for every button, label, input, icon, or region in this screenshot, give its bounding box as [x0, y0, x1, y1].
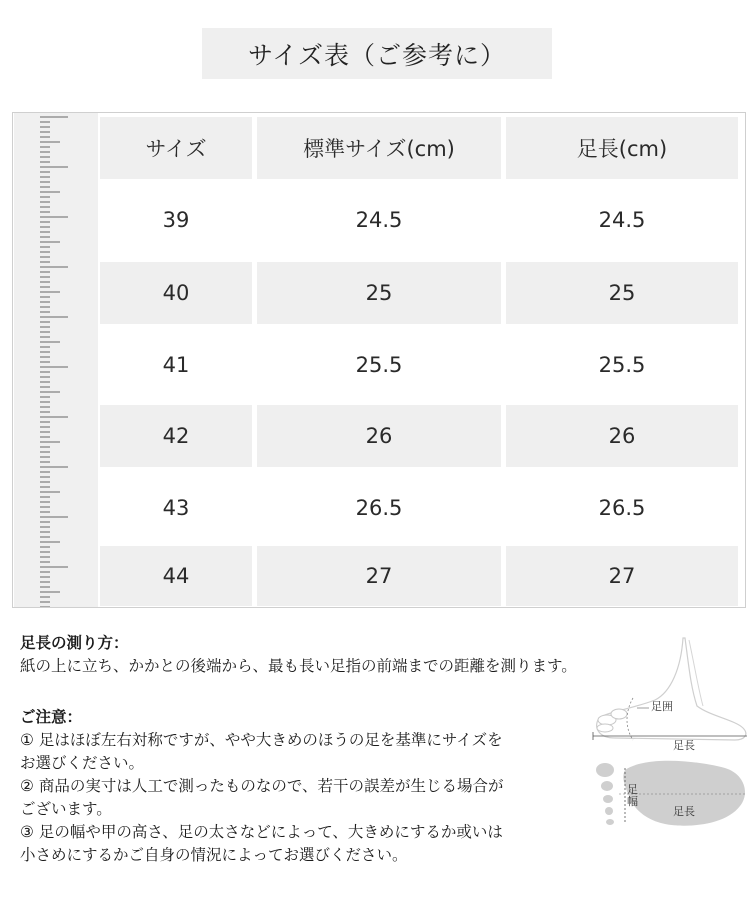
ruler-ticks: [14, 113, 98, 607]
label-width: 足幅: [627, 783, 638, 808]
label-length-sole: 足長: [673, 805, 695, 818]
table-cell: 27: [506, 546, 738, 606]
table-cell: 27: [257, 546, 501, 606]
measure-heading: 足長の測り方：: [20, 634, 129, 652]
table-cell: 26.5: [355, 496, 403, 520]
table-cell: 25.5: [355, 353, 403, 377]
table-cell: 25: [257, 262, 501, 324]
header-size: サイズ: [100, 117, 252, 179]
table-cell: 42: [100, 405, 252, 467]
note-line: ③ 足の幅や甲の高さ、足の太さなどによって、大きめにするか或いは: [20, 823, 503, 841]
notes-heading: ご注意：: [20, 708, 83, 726]
table-cell: 24.5: [598, 208, 646, 232]
header-foot-length: 足長(cm): [506, 117, 738, 179]
table-cell: 41: [162, 353, 190, 377]
note-line: 小さめにするかご自身の情況によってお選びください。: [20, 846, 408, 864]
measure-text: 紙の上に立ち、かかとの後端から、最も長い足指の前端までの距離を測ります。: [20, 657, 577, 675]
header-standard-size: 標準サイズ(cm): [257, 117, 501, 179]
note-line: ② 商品の実寸は人工で測ったものなので、若干の誤差が生じる場合が: [20, 777, 504, 795]
note-line: ございます。: [20, 800, 112, 818]
table-cell: 24.5: [355, 208, 403, 232]
foot-icon: [585, 628, 750, 843]
table-cell: 25: [506, 262, 738, 324]
table-cell: 25.5: [598, 353, 646, 377]
table-cell: 39: [162, 208, 190, 232]
table-cell: 40: [100, 262, 252, 324]
page-title: サイズ表（ご参考に）: [202, 28, 552, 79]
label-girth: 足囲: [651, 700, 673, 713]
ruler-decoration: [14, 113, 98, 607]
table-cell: 26.5: [598, 496, 646, 520]
label-length-side: 足長: [673, 739, 695, 752]
foot-measurement-illustration: [585, 628, 750, 843]
table-cell: 44: [100, 546, 252, 606]
table-cell: 43: [162, 496, 190, 520]
table-cell: 26: [257, 405, 501, 467]
note-line: お選びください。: [20, 754, 145, 772]
table-cell: 26: [506, 405, 738, 467]
note-line: ① 足はほぼ左右対称ですが、やや大きめのほうの足を基準にサイズを: [20, 731, 503, 749]
